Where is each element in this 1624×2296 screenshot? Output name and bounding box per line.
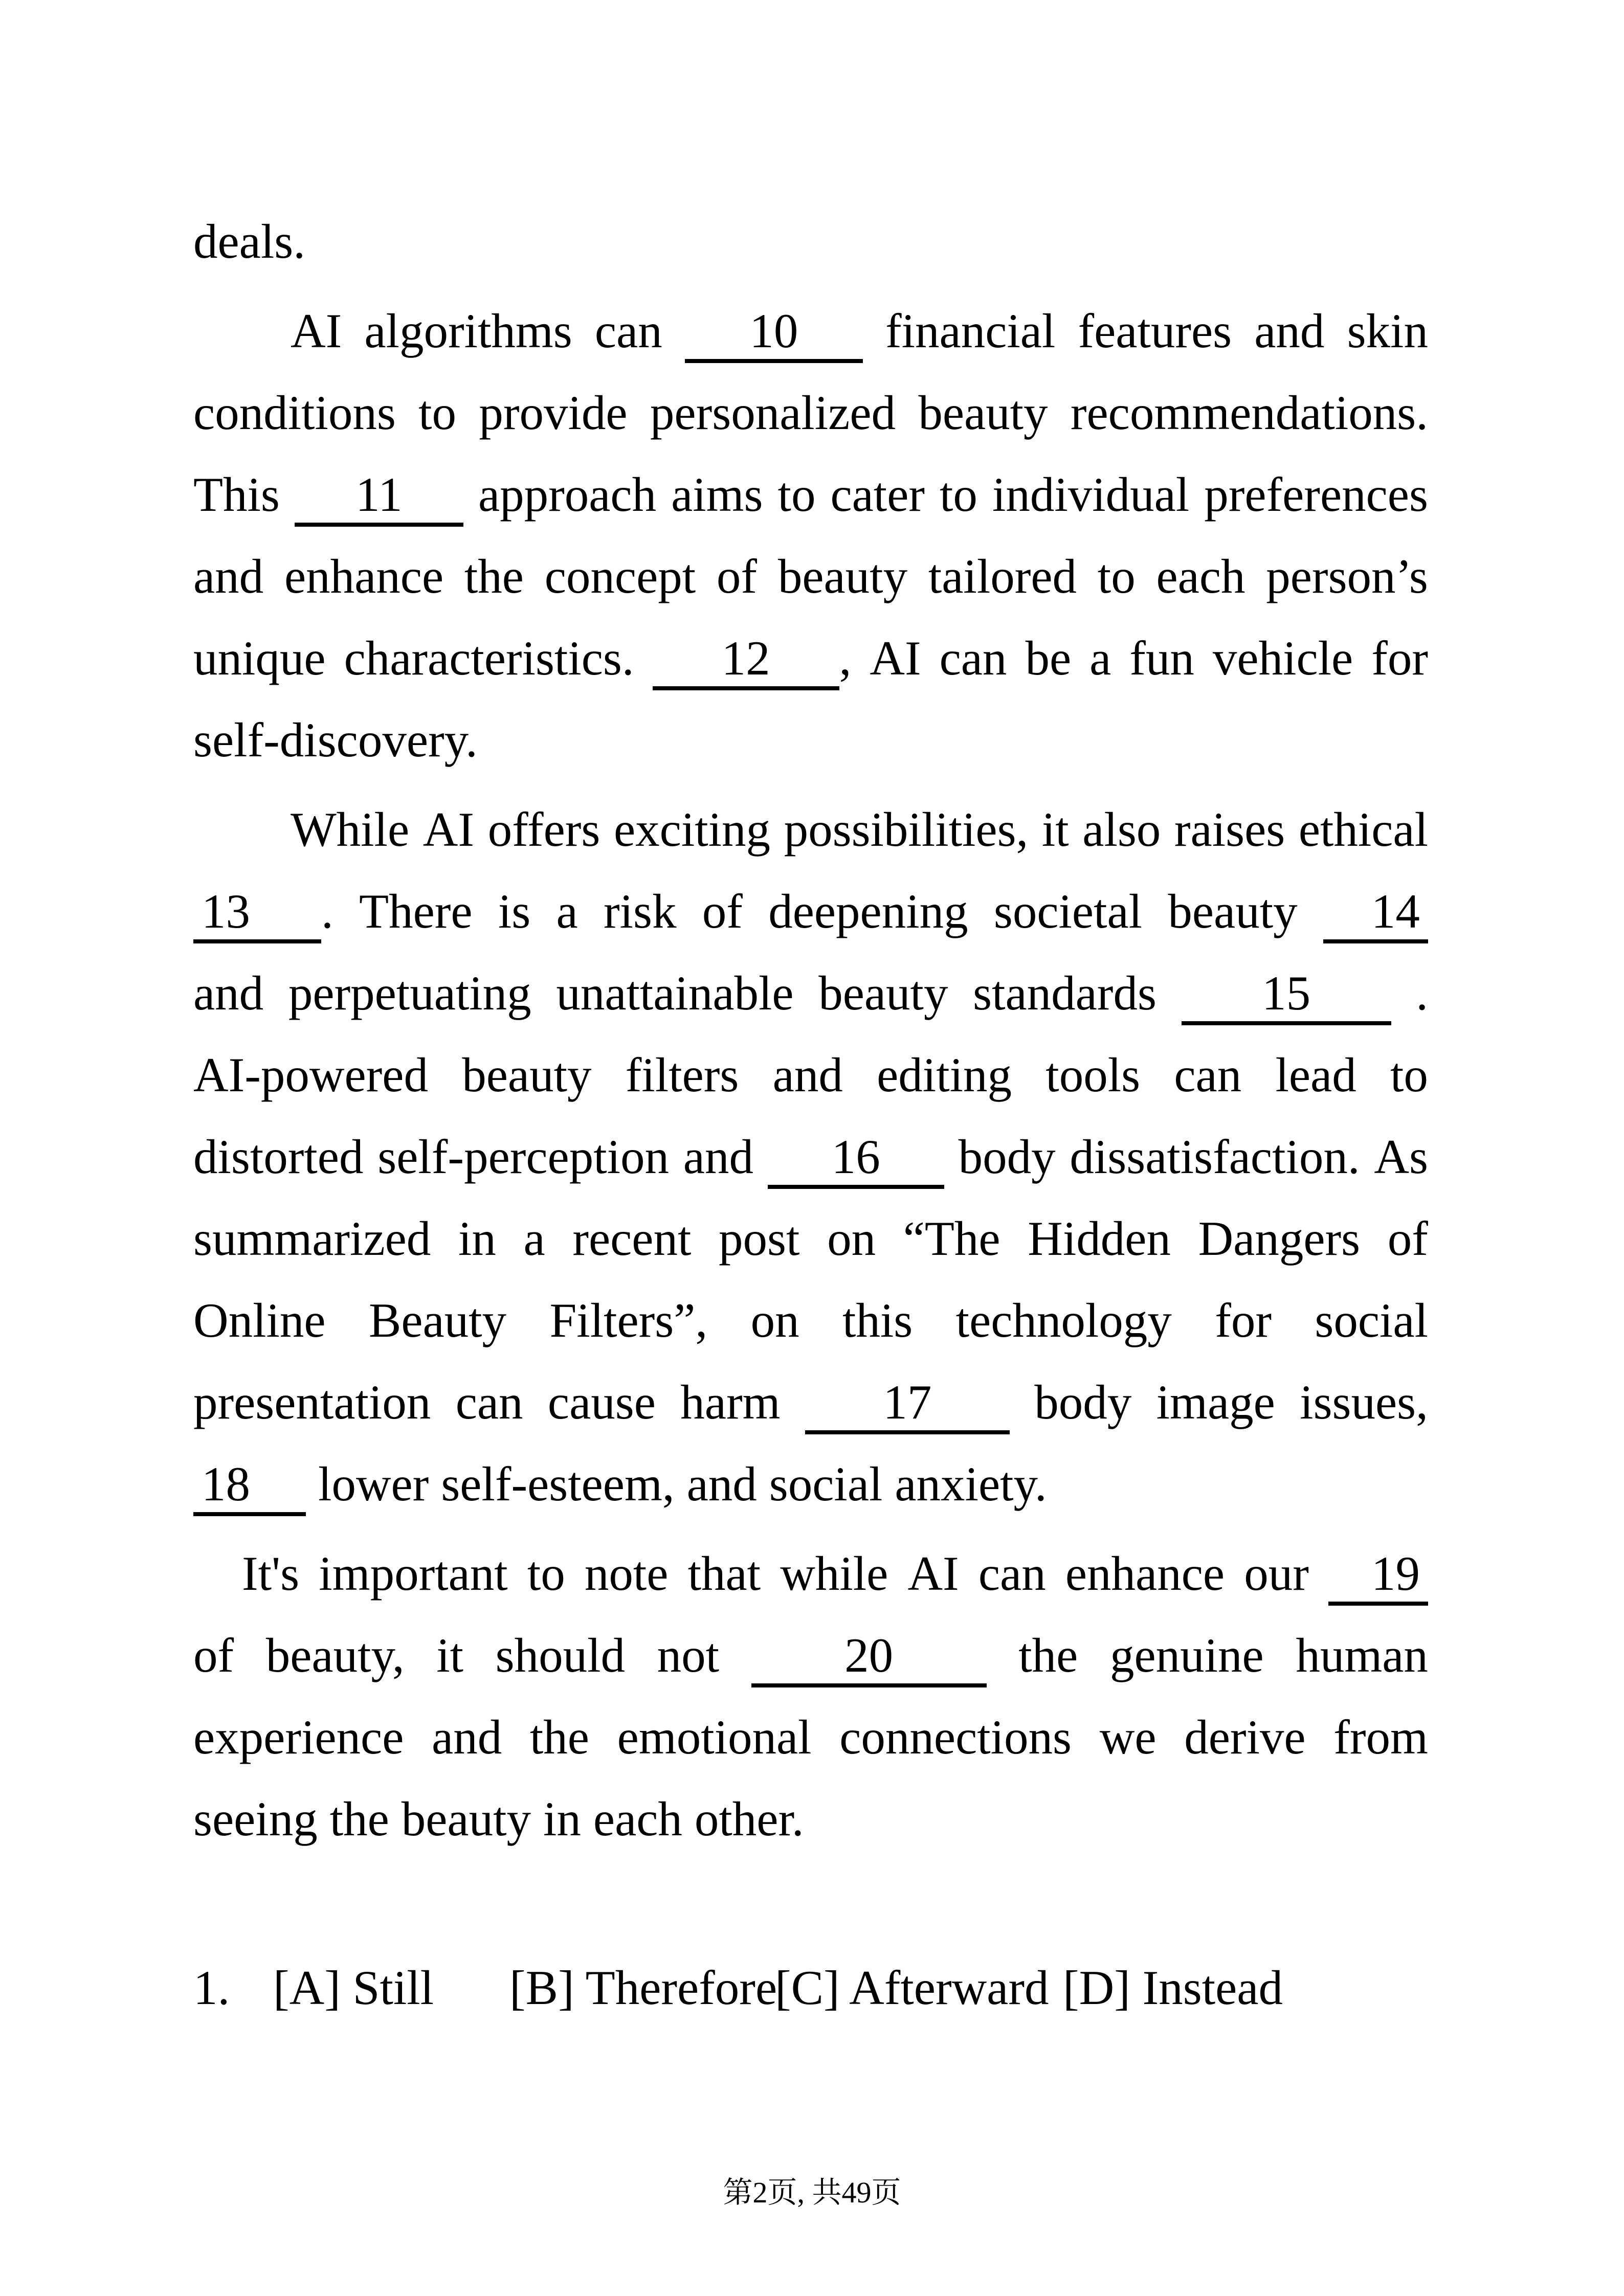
cloze-blank-12: 12 [653, 632, 839, 690]
word: algorithms [364, 304, 572, 358]
text-line [193, 1198, 1428, 1279]
text-line [193, 372, 1428, 454]
word: . [1416, 966, 1428, 1020]
word: to [418, 386, 457, 440]
text-line [193, 1116, 1428, 1198]
word: financial [885, 304, 1056, 358]
word: AI-powered [193, 1048, 428, 1102]
word: Dangers [1198, 1211, 1361, 1266]
word: There [359, 884, 473, 938]
text-line [193, 1614, 1428, 1696]
word: image [1156, 1375, 1275, 1429]
word: It's [242, 1546, 300, 1601]
word: in [543, 1792, 581, 1846]
blank-group [193, 1457, 306, 1511]
word: unattainable [556, 966, 794, 1020]
word: a [1089, 631, 1111, 685]
word: while [780, 1546, 888, 1601]
cloze-blank-11: 11 [295, 468, 463, 527]
word: a [556, 884, 578, 938]
cloze-blank-15: 15 [1182, 966, 1391, 1025]
word: harm [680, 1375, 781, 1429]
word: experience [193, 1710, 404, 1764]
option-D: [D] Instead [1063, 1961, 1283, 2015]
word: we [1099, 1710, 1156, 1764]
text-line [193, 200, 1428, 282]
word: can [1174, 1048, 1242, 1102]
text-line [193, 789, 1428, 870]
cloze-blank-10: 10 [685, 304, 863, 363]
word: it [436, 1628, 463, 1682]
word: post [719, 1211, 800, 1266]
word: of [702, 884, 743, 938]
word: deepening [768, 884, 968, 938]
word: features [1078, 304, 1232, 358]
word: the [464, 549, 524, 603]
word: that [687, 1546, 761, 1601]
word: and [193, 966, 264, 1020]
word: connections [839, 1710, 1072, 1764]
word: cater [830, 467, 925, 522]
page-number-label: 第2页, 共49页 [723, 2176, 901, 2209]
blank-group [193, 870, 333, 952]
word: is [498, 884, 531, 938]
word: this [842, 1293, 913, 1347]
word: of [716, 549, 758, 603]
text-line [193, 1696, 1428, 1778]
word: emotional [617, 1710, 812, 1764]
word: Beauty [368, 1293, 507, 1347]
word: characteristics. [344, 631, 634, 685]
blank-group [295, 454, 463, 535]
word: can [455, 1375, 523, 1429]
word: skin [1347, 304, 1428, 358]
word: vehicle [1212, 631, 1353, 685]
word: beauty [818, 966, 948, 1020]
word: beauty [462, 1048, 592, 1102]
cloze-blank-19: 19 [1328, 1547, 1428, 1606]
blank-group [1182, 952, 1391, 1034]
option-B: [B] Therefore [509, 1961, 777, 2015]
word: important [319, 1546, 508, 1601]
word: preferences [1204, 467, 1428, 522]
word: distorted [193, 1130, 364, 1184]
word: editing [877, 1048, 1012, 1102]
word: aims [671, 467, 763, 522]
word: Online [193, 1293, 326, 1347]
text-line [193, 870, 1428, 952]
text-line [193, 535, 1428, 617]
word: possibilities, [784, 802, 1029, 857]
text-line [193, 1778, 1428, 1860]
word: presentation [193, 1375, 431, 1429]
word: individual [992, 467, 1190, 522]
word: offers [487, 802, 600, 857]
page-footer [0, 2174, 1624, 2211]
word: perpetuating [288, 966, 531, 1020]
blank-group [1328, 1533, 1428, 1614]
word: social [769, 1457, 883, 1511]
word: beauty [401, 1792, 531, 1846]
word: conditions [193, 386, 396, 440]
word: beauty [777, 549, 908, 603]
word: anxiety. [895, 1457, 1047, 1511]
text-line [193, 1034, 1428, 1116]
word: and [686, 1457, 757, 1511]
word: beauty [1168, 884, 1298, 938]
passage [193, 200, 1428, 2029]
blank-group [768, 1116, 944, 1198]
word: Hidden [1028, 1211, 1171, 1266]
cloze-blank-17: 17 [805, 1376, 1010, 1434]
word: the [529, 1710, 589, 1764]
word: enhance [1065, 1546, 1225, 1601]
question-number: 1. [193, 1961, 230, 2015]
word: to [527, 1546, 565, 1601]
word: and [193, 549, 264, 603]
word: body [1034, 1375, 1132, 1429]
word: lead [1275, 1048, 1356, 1102]
cloze-blank-18: 18 [193, 1457, 306, 1516]
word: standards [973, 966, 1156, 1020]
cloze-blank-16: 16 [768, 1130, 944, 1189]
word: self-discovery. [193, 713, 478, 767]
passage-text [193, 200, 1428, 1860]
word: and [432, 1710, 502, 1764]
word: While [291, 802, 410, 857]
word: raises [1174, 802, 1285, 857]
text-line [193, 1533, 1428, 1614]
word: self-perception [377, 1130, 669, 1184]
text-line [193, 290, 1428, 372]
word: unique [193, 631, 326, 685]
word: be [1025, 631, 1072, 685]
word: concept [544, 549, 696, 603]
word: on [750, 1293, 799, 1347]
word: technology [955, 1293, 1172, 1347]
word: can [594, 304, 662, 358]
word: to [940, 467, 977, 522]
word: tailored [928, 549, 1077, 603]
word: deals. [193, 214, 305, 268]
word: person’s [1266, 549, 1428, 603]
word: “The [903, 1211, 1000, 1266]
option-C: [C] Afterward [775, 1961, 1049, 2015]
word: beauty, [265, 1628, 405, 1682]
blank-group [1323, 870, 1428, 952]
word: AI [422, 802, 474, 857]
word: and [683, 1130, 753, 1184]
option-A: [A] Still [273, 1961, 434, 2015]
word: fun [1129, 631, 1194, 685]
text-line [193, 1279, 1428, 1361]
cloze-blank-13: 13 [193, 885, 321, 943]
word: it [1041, 802, 1069, 857]
word: body [958, 1130, 1056, 1184]
word: seeing [193, 1792, 318, 1846]
word: note [584, 1546, 669, 1601]
word: approach [478, 467, 657, 522]
text-line [193, 699, 1428, 781]
word: the [329, 1792, 389, 1846]
word: human [1296, 1628, 1428, 1682]
word: recommendations. [1070, 386, 1428, 440]
text-line [193, 952, 1428, 1034]
word: societal [993, 884, 1143, 938]
word: summarized [193, 1211, 431, 1266]
word: exciting [613, 802, 770, 857]
word: from [1333, 1710, 1428, 1764]
text-line [193, 1361, 1428, 1443]
word: AI [907, 1546, 959, 1601]
word: filters [625, 1048, 739, 1102]
word: should [495, 1628, 625, 1682]
blank-group [685, 290, 863, 372]
word: personalized [650, 386, 896, 440]
word: of [1387, 1211, 1428, 1266]
word: each [593, 1792, 682, 1846]
text-line [193, 1443, 1428, 1525]
word: for [1215, 1293, 1272, 1347]
word: dissatisfaction. [1070, 1130, 1360, 1184]
word: our [1244, 1546, 1309, 1601]
word: each [1156, 549, 1245, 603]
word: ethical [1298, 802, 1428, 857]
text-line [193, 617, 1428, 699]
word: on [827, 1211, 876, 1266]
word: social [1315, 1293, 1428, 1347]
word: risk [603, 884, 677, 938]
word: lower [318, 1457, 429, 1511]
word: issues, [1300, 1375, 1428, 1429]
question-1 [193, 1947, 1428, 2029]
word: enhance [284, 549, 444, 603]
word: provide [479, 386, 628, 440]
word: recent [572, 1211, 692, 1266]
word: AI [870, 631, 921, 685]
word: Filters”, [549, 1293, 708, 1347]
punctuation: , [839, 631, 852, 685]
cloze-blank-20: 20 [751, 1629, 987, 1687]
word: As [1374, 1130, 1428, 1184]
word: cause [547, 1375, 656, 1429]
cloze-blank-14: 14 [1323, 885, 1428, 943]
blank-group [751, 1614, 987, 1696]
word: in [458, 1211, 496, 1266]
word: and [772, 1048, 843, 1102]
word: for [1371, 631, 1428, 685]
word: other. [694, 1792, 804, 1846]
word: not [657, 1628, 720, 1682]
word: AI [291, 304, 342, 358]
word: can [978, 1546, 1046, 1601]
blank-group [805, 1361, 1010, 1443]
word: can [939, 631, 1007, 685]
text-line [193, 454, 1428, 535]
word: the [1018, 1628, 1078, 1682]
word: tools [1045, 1048, 1141, 1102]
word: This [193, 467, 280, 522]
word: of [193, 1628, 234, 1682]
word: self-esteem, [441, 1457, 675, 1511]
word: to [1097, 549, 1136, 603]
word: genuine [1109, 1628, 1264, 1682]
word: and [1254, 304, 1325, 358]
word: to [1390, 1048, 1428, 1102]
blank-group [653, 617, 852, 699]
word: to [777, 467, 816, 522]
word: beauty [918, 386, 1048, 440]
punctuation: . [321, 884, 333, 938]
word: a [523, 1211, 545, 1266]
word: derive [1184, 1710, 1306, 1764]
word: also [1082, 802, 1161, 857]
